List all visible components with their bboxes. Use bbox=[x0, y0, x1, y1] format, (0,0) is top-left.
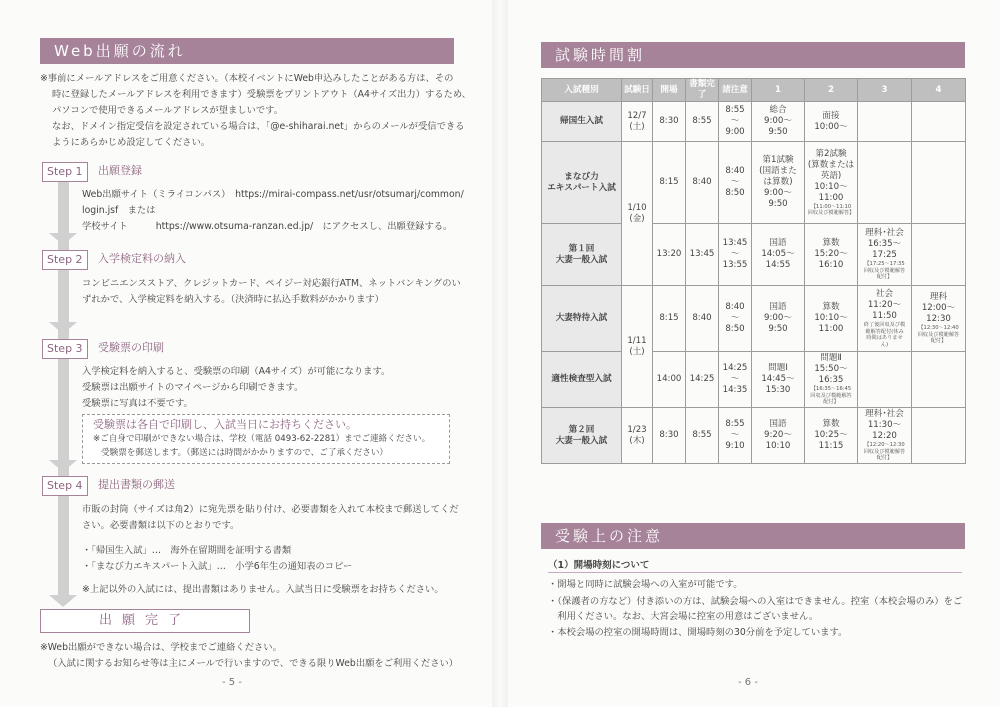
open-time-cell-text: 8:15 bbox=[659, 313, 679, 323]
period-3-cell-note: 【12:20〜12:30 回収及び模範解答 配付】 bbox=[863, 442, 906, 462]
notice-divider bbox=[548, 572, 962, 573]
period-3-cell bbox=[858, 352, 912, 408]
docs-time-cell bbox=[686, 224, 719, 286]
step-1-title: 出願登録 bbox=[98, 164, 142, 177]
exam-type-cell bbox=[542, 286, 622, 352]
period-1-cell bbox=[752, 224, 805, 286]
period-2-cell-text: 面接 10:00〜 bbox=[814, 110, 848, 132]
open-time-cell-text: 14:00 bbox=[656, 374, 682, 384]
docs-time-cell-text: 8:55 bbox=[692, 430, 712, 440]
docs-time-cell-text: 8:40 bbox=[692, 177, 712, 187]
callout-line: ※ご自身で印刷ができない場合は、学校（電話 0493-62-2281）までご連絡ください。 bbox=[93, 434, 431, 444]
section-title-exam-notes: 受験上の注意 bbox=[541, 523, 965, 549]
col-header: 試験日 bbox=[622, 79, 653, 102]
callout-line: 受験票を郵送します。（郵送には時間がかかりますので、ご了承ください） bbox=[101, 448, 389, 458]
docs-time-cell bbox=[686, 408, 719, 464]
flow-arrow-head bbox=[49, 233, 77, 245]
col-header: 3 bbox=[858, 79, 912, 102]
period-3-cell bbox=[858, 224, 912, 286]
exam-type-cell-text: まなび力 エキスパート入試 bbox=[547, 171, 616, 193]
notes-time-cell bbox=[719, 224, 752, 286]
notes-time-cell-text: 8:40 〜 8:50 bbox=[725, 166, 745, 198]
step-4-line: ・「帰国生入試」… 海外在留期間を証明する書類 bbox=[82, 545, 292, 556]
period-4-cell bbox=[912, 102, 966, 142]
col-header: 諸注意 bbox=[719, 79, 752, 102]
notice-line: ・（保護者の方など）付き添いの方は、試験会場への入室はできません。控室（本校会場のみ）をご bbox=[548, 596, 963, 607]
col-header: 開場 bbox=[653, 79, 686, 102]
period-4-cell bbox=[912, 408, 966, 464]
step-4-line: ※上記以外の入試には、提出書類はありません。入試当日に受験票をお持ちください。 bbox=[82, 584, 444, 595]
step-1-line: 学校サイト https://www.otsuma-ranzan.ed.jp/ にアクセスし、出願登録する。 bbox=[82, 221, 453, 232]
notes-time-cell-text: 8:55 〜 9:00 bbox=[725, 105, 745, 137]
open-time-cell bbox=[653, 408, 686, 464]
period-1-cell bbox=[752, 352, 805, 408]
intro-line: ※事前にメールアドレスをご用意ください。（本校イベントにWeb申込みしたことがある方は、その bbox=[40, 73, 454, 84]
table-row bbox=[542, 142, 966, 224]
period-2-cell bbox=[805, 408, 858, 464]
step-4-line: ・「まなび力エキスパート入試」… 小学6年生の通知表のコピー bbox=[82, 561, 353, 572]
intro-line: パソコンで使用できるメールアドレスが望ましいです。 bbox=[52, 105, 284, 116]
notes-time-cell bbox=[719, 102, 752, 142]
exam-date-cell bbox=[622, 408, 653, 464]
open-time-cell-text: 8:30 bbox=[659, 116, 679, 126]
print-ticket-callout bbox=[82, 414, 450, 464]
notice-line: 利用ください。なお、大宮会場に控室の用意はございません。 bbox=[548, 611, 819, 622]
step-3-title: 受験票の印刷 bbox=[98, 341, 164, 354]
step-3-line: 受験票は出願サイトのマイページから印刷できます。 bbox=[82, 382, 304, 393]
open-time-cell bbox=[653, 102, 686, 142]
period-1-cell-text: 第1試験 (国語また は算数) 9:00〜 9:50 bbox=[759, 155, 797, 209]
period-4-cell bbox=[912, 352, 966, 408]
step-1-line: Web出願サイト（ミライコンパス） https://mirai-compass.net/usr/otsumarj/common/ bbox=[82, 189, 464, 200]
col-header: 書類完了 bbox=[686, 79, 719, 102]
col-header: 1 bbox=[752, 79, 805, 102]
intro-line: ようにあらかじめ設定してください。 bbox=[52, 137, 211, 148]
page-number: - 5 - bbox=[222, 677, 242, 688]
period-4-cell-note: 【12:30〜12:40 回収及び模範解答 配付】 bbox=[917, 325, 960, 345]
exam-type-cell bbox=[542, 408, 622, 464]
flow-arrow-head bbox=[49, 322, 77, 334]
footer-note: ※Web出願ができない場合は、学校までご連絡ください。 bbox=[40, 642, 282, 653]
book-gutter bbox=[492, 0, 508, 707]
period-2-cell-text: 算数 15:20〜 16:10 bbox=[814, 238, 848, 270]
period-1-cell-text: 問題Ⅰ 14:45〜 15:30 bbox=[761, 363, 795, 395]
exam-type-cell bbox=[542, 142, 622, 224]
flow-arrow-head bbox=[49, 595, 77, 607]
docs-time-cell bbox=[686, 102, 719, 142]
period-3-cell bbox=[858, 408, 912, 464]
exam-date-cell-text: 12/7 (土) bbox=[627, 110, 647, 132]
docs-time-cell-text: 13:45 bbox=[689, 249, 715, 259]
notes-time-cell bbox=[719, 352, 752, 408]
step-3-line: 受験票に写真は不要です。 bbox=[82, 398, 193, 409]
period-2-cell bbox=[805, 102, 858, 142]
period-4-cell bbox=[912, 286, 966, 352]
step-4-line: さい。必要書類は以下のとおりです。 bbox=[82, 520, 240, 531]
open-time-cell-text: 8:15 bbox=[659, 177, 679, 187]
notes-time-cell bbox=[719, 408, 752, 464]
period-3-cell-note: 終了後回収及び模 範解答配付(休み 時間はありませ ん) bbox=[863, 322, 906, 348]
application-complete-box: 出願完了 bbox=[40, 609, 250, 633]
period-4-cell bbox=[912, 142, 966, 224]
col-header: 4 bbox=[912, 79, 966, 102]
step-3-label: Step 3 bbox=[42, 339, 88, 359]
period-2-cell bbox=[805, 352, 858, 408]
notes-time-cell bbox=[719, 286, 752, 352]
step-1-line: login.jsf または bbox=[82, 205, 156, 216]
period-3-cell-text: 理科･社会 11:30〜 12:20 bbox=[865, 409, 904, 442]
period-2-cell-text: 算数 10:10〜 11:00 bbox=[814, 302, 848, 334]
exam-type-cell bbox=[542, 102, 622, 142]
notice-line: ・開場と同時に試験会場への入室が可能です。 bbox=[548, 579, 743, 590]
notes-time-cell-text: 13:45 〜 13:55 bbox=[722, 238, 748, 270]
period-4-cell bbox=[912, 224, 966, 286]
step-4-line: 市販の封筒（サイズは角2）に宛先票を貼り付け、必要書類を入れて本校まで郵送してくだ bbox=[82, 504, 459, 515]
page-number: - 6 - bbox=[738, 677, 758, 688]
col-header: 2 bbox=[805, 79, 858, 102]
table-row bbox=[542, 224, 966, 286]
table-row bbox=[542, 102, 966, 142]
period-3-cell bbox=[858, 102, 912, 142]
exam-type-cell-text: 第２回 大妻一般入試 bbox=[555, 424, 608, 446]
period-1-cell-text: 国語 14:05〜 14:55 bbox=[761, 238, 795, 270]
callout-heading: 受験票は各自で印刷し、入試当日にお持ちください。 bbox=[93, 418, 357, 431]
period-1-cell-text: 国語 9:00〜 9:50 bbox=[764, 302, 792, 334]
docs-time-cell bbox=[686, 286, 719, 352]
notes-time-cell-text: 8:55 〜 9:10 bbox=[725, 419, 745, 451]
period-1-cell bbox=[752, 408, 805, 464]
notice-line: ・本校会場の控室の開場時間は、開場時刻の30分前を予定しています。 bbox=[548, 627, 848, 638]
open-time-cell bbox=[653, 224, 686, 286]
period-2-cell bbox=[805, 142, 858, 224]
period-2-cell bbox=[805, 224, 858, 286]
step-2-label: Step 2 bbox=[42, 250, 88, 270]
notes-time-cell bbox=[719, 142, 752, 224]
exam-date-cell bbox=[622, 142, 653, 286]
step-4-label: Step 4 bbox=[42, 476, 88, 496]
notes-time-cell-text: 8:40 〜 8:50 bbox=[725, 302, 745, 334]
docs-time-cell-text: 14:25 bbox=[689, 374, 715, 384]
period-2-cell-text: 算数 10:25〜 11:15 bbox=[814, 419, 848, 451]
period-1-cell-text: 総合 9:00〜 9:50 bbox=[764, 105, 792, 137]
page-5 bbox=[0, 0, 492, 707]
open-time-cell bbox=[653, 352, 686, 408]
docs-time-cell bbox=[686, 142, 719, 224]
intro-line: 時に登録したメールアドレスを利用できます）受験票をプリントアウト（A4サイズ出力）するため、 bbox=[52, 89, 472, 100]
period-2-cell bbox=[805, 286, 858, 352]
open-time-cell bbox=[653, 286, 686, 352]
period-1-cell bbox=[752, 142, 805, 224]
intro-line: なお、ドメイン指定受信を設定されている場合は、「@e-shiharai.net」からのメールが受信できる bbox=[52, 121, 465, 132]
docs-time-cell-text: 8:40 bbox=[692, 313, 712, 323]
table-row bbox=[542, 408, 966, 464]
page-6 bbox=[508, 0, 1000, 707]
section-title-exam-schedule: 試験時間割 bbox=[541, 42, 965, 68]
open-time-cell bbox=[653, 142, 686, 224]
docs-time-cell-text: 8:55 bbox=[692, 116, 712, 126]
period-2-cell-note: 【16:35〜16:45 回収及び模範解答 配付】 bbox=[810, 386, 852, 406]
exam-type-cell-text: 第１回 大妻一般入試 bbox=[555, 243, 608, 265]
exam-type-cell-text: 大妻特待入試 bbox=[555, 313, 608, 323]
step-2-title: 入学検定料の納入 bbox=[98, 252, 186, 265]
table-row bbox=[542, 286, 966, 352]
period-2-cell-text: 問題Ⅱ 15:50〜 16:35 bbox=[814, 353, 848, 386]
exam-type-cell bbox=[542, 224, 622, 286]
period-3-cell-text: 理科･社会 16:35〜 17:25 bbox=[865, 228, 904, 261]
period-1-cell bbox=[752, 286, 805, 352]
step-1-label: Step 1 bbox=[42, 162, 88, 182]
exam-date-cell-text: 1/11 (土) bbox=[627, 335, 647, 357]
open-time-cell-text: 8:30 bbox=[659, 430, 679, 440]
exam-type-cell-text: 帰国生入試 bbox=[560, 116, 603, 126]
step-3-line: 入学検定料を納入すると、受験票の印刷（A4サイズ）が可能になります。 bbox=[82, 366, 391, 377]
period-4-cell-text: 理科 12:00〜 12:30 bbox=[921, 292, 956, 325]
exam-date-cell-text: 1/10 (金) bbox=[627, 202, 647, 224]
period-3-cell bbox=[858, 286, 912, 352]
period-3-cell-note: 【17:25〜17:35 回収及び模範解答 配付】 bbox=[863, 261, 906, 281]
step-4-title: 提出書類の郵送 bbox=[98, 478, 175, 491]
section-title-web-application: Web出願の流れ bbox=[40, 38, 454, 64]
period-1-cell-text: 国語 9:20〜 10:10 bbox=[764, 419, 792, 451]
flow-arrow-head bbox=[49, 460, 77, 472]
col-header: 入試種別 bbox=[542, 79, 622, 102]
period-3-cell bbox=[858, 142, 912, 224]
exam-schedule-table bbox=[541, 78, 966, 464]
step-2-line: コンビニエンスストア、クレジットカード、ペイジー対応銀行ATM、ネットバンキングのい bbox=[82, 278, 461, 289]
notice-subheading: （1）開場時刻について bbox=[548, 560, 650, 571]
footer-note: （入試に関するお知らせ等は主にメールで行いますので、できる限りWeb出願をご利用ください） bbox=[48, 658, 459, 669]
open-time-cell-text: 13:20 bbox=[656, 249, 682, 259]
table-row bbox=[542, 352, 966, 408]
notes-time-cell-text: 14:25 〜 14:35 bbox=[722, 363, 748, 395]
period-2-cell-text: 第2試験 (算数または 英語) 10:10〜 11:00 bbox=[807, 148, 855, 203]
period-1-cell bbox=[752, 102, 805, 142]
docs-time-cell bbox=[686, 352, 719, 408]
exam-type-cell bbox=[542, 352, 622, 408]
exam-date-cell bbox=[622, 286, 653, 408]
exam-date-cell bbox=[622, 102, 653, 142]
period-2-cell-note: 【11:00〜11:10 回収及び模範解答】 bbox=[807, 203, 855, 216]
step-2-line: ずれかで、入学検定料を納入する。（決済時に払込手数料がかかります） bbox=[82, 294, 384, 305]
exam-date-cell-text: 1/23 (木) bbox=[627, 424, 647, 446]
period-3-cell-text: 社会 11:20〜 11:50 bbox=[867, 289, 902, 321]
table-header-row bbox=[542, 79, 966, 102]
exam-type-cell-text: 適性検査型入試 bbox=[551, 374, 612, 384]
